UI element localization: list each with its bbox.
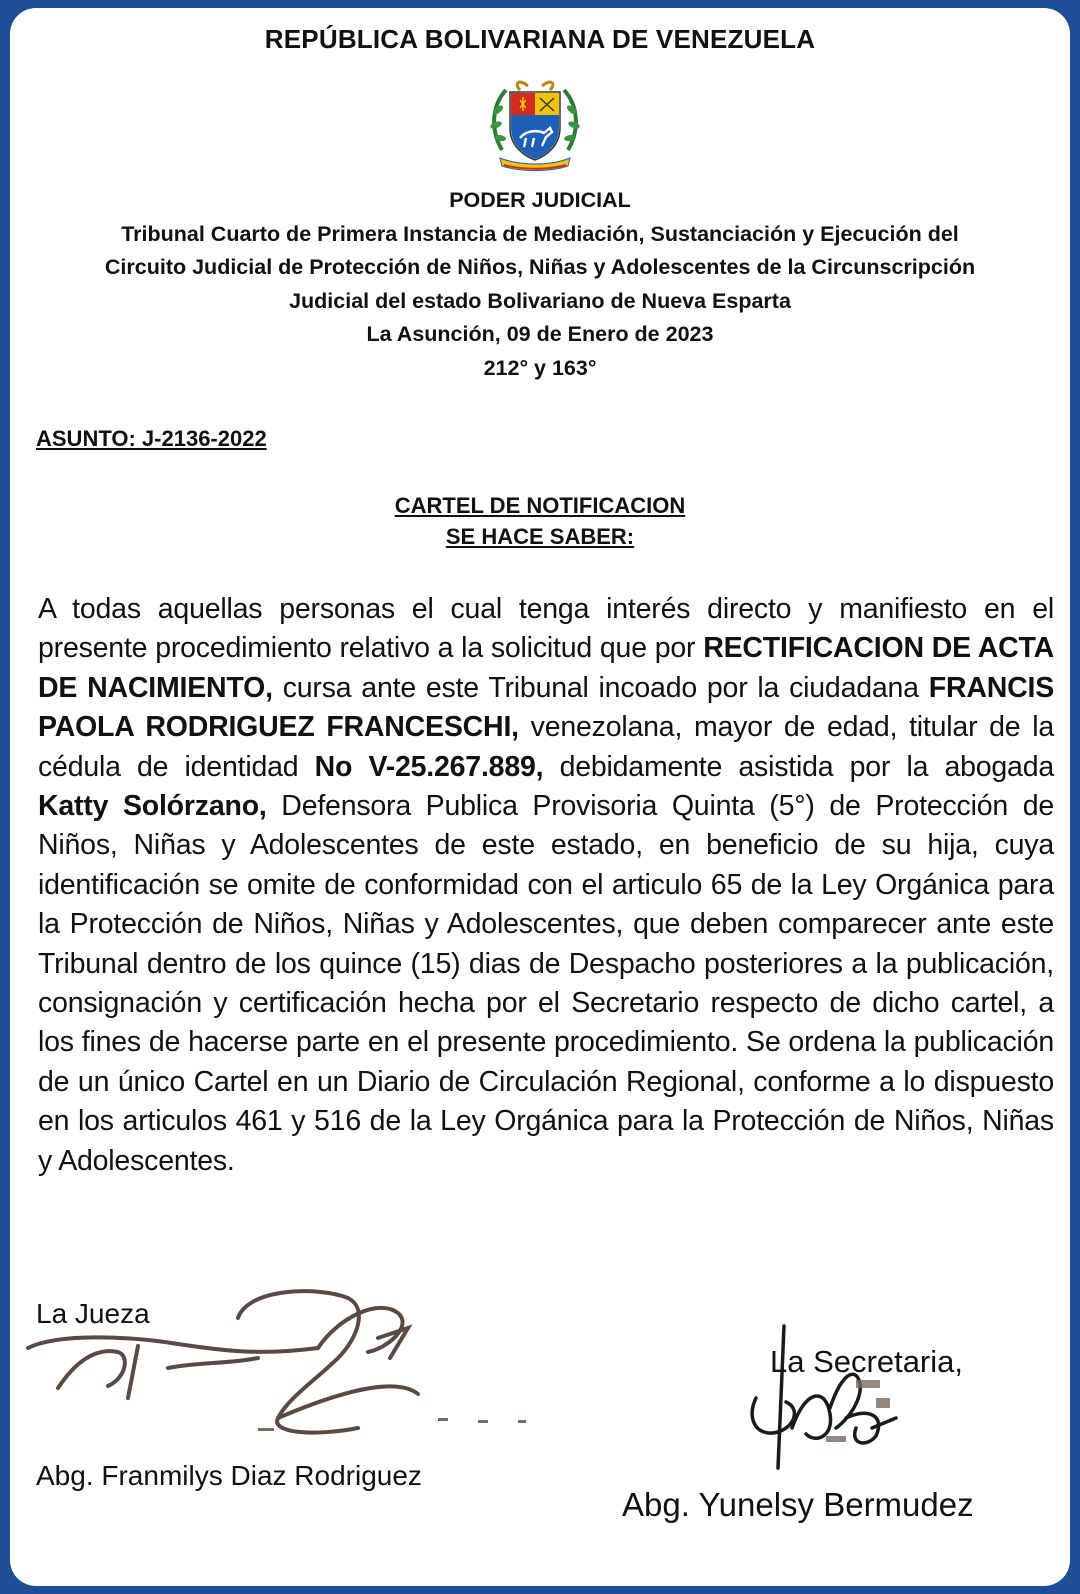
notice-heading: [10, 490, 1070, 552]
place-date: La Asunción, 09 de Enero de 2023: [366, 322, 714, 346]
body-text-1: A todas aquellas personas el cual tenga interés directo y manifiesto en el presente procedimiento relativo a la solicitud que por: [38, 593, 1054, 665]
court-line-2: Circuito Judicial de Protección de Niños, Niñas y Adolescentes de la Circunscripción: [104, 255, 976, 279]
body-text-4: debidamente asistida por la abogada: [543, 750, 1054, 783]
case-number: ASUNTO: J-2136-2022: [36, 426, 267, 451]
secretary-name: Abg. Yunelsy Bermudez: [622, 1486, 974, 1523]
court-line-3: Judicial del estado Bolivariano de Nueva Esparta: [289, 288, 791, 313]
body-bold-applicant: FRANCIS PAOLA RODRIGUEZ FRANCESCHI,: [38, 671, 1054, 744]
notice-title: CARTEL DE NOTIFICACION: [394, 493, 686, 518]
coat-of-arms-icon: [480, 70, 590, 180]
notice-body: [38, 590, 1054, 1181]
court-header: [10, 184, 1070, 385]
country-heading: REPÚBLICA BOLIVARIANA DE VENEZUELA: [264, 24, 816, 54]
body-bold-lawyer: Katty Solórzano,: [38, 790, 267, 823]
body-text-5: Defensora Publica Provisoria Quinta (5°) de Protección de Niños, Niñas y Adolescentes de este estado, en beneficio de su hija, cuya identificación se omite de conformidad con el articulo 65 de la Ley Orgánica para la Protección de Niños, Niñas y Adolescentes, que deben comparecer ante este Tribunal dentro de los quince (15) dias de Despacho posteriores a la publicación, consignación y certificación hecha por el Secretario respecto de dicho cartel, a los fines de hacerse parte en el presente procedimiento. Se ordena la publicación de un único Cartel en un Diario de Circulación Regional, conforme a lo dispuesto en los articulos 461 y 516 de la Ley Orgánica para la Protección de Niños, Niñas y Adolescentes.: [38, 790, 1055, 1177]
judge-label: La Jueza: [36, 1298, 150, 1329]
court-line-1: Tribunal Cuarto de Primera Instancia de Mediación, Sustanciación y Ejecución del: [121, 221, 959, 246]
body-text-2: cursa ante este Tribunal incoado por la ciudadana: [272, 671, 929, 704]
body-bold-procedure: RECTIFICACION DE ACTA DE NACIMIENTO,: [38, 632, 1054, 704]
institution-title: PODER JUDICIAL: [449, 188, 631, 212]
body-text-3: venezolana, mayor de edad, titular de la cédula de identidad: [38, 711, 1054, 783]
notice-card: [10, 8, 1070, 1586]
years-line: 212° y 163°: [483, 355, 597, 380]
secretary-label: La Secretaria,: [770, 1344, 963, 1379]
body-bold-id: No V-25.267.889,: [314, 750, 544, 783]
judge-name: Abg. Franmilys Diaz Rodriguez: [36, 1460, 422, 1491]
notice-subtitle: SE HACE SABER:: [445, 524, 635, 549]
